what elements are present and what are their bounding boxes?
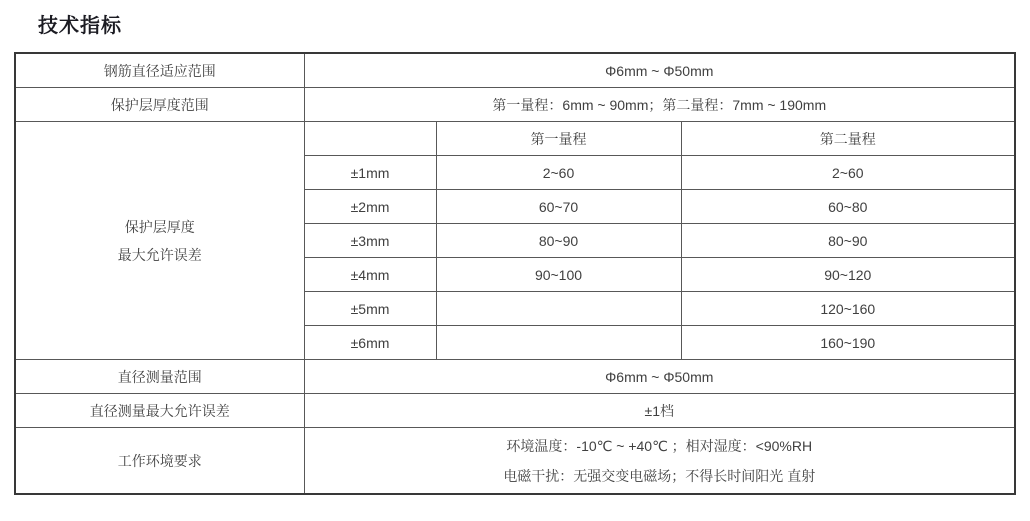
cover-thickness-range-value: 第一量程：6mm ~ 90mm；第二量程：7mm ~ 190mm — [304, 88, 1015, 122]
working-environment-line2: 电磁干扰：无强交变电磁场；不得长时间阳光 直射 — [503, 467, 816, 484]
tolerance-cell: ±4mm — [304, 258, 436, 292]
range1-cell — [436, 292, 681, 326]
cover-thickness-max-error-label-line1: 保护层厚度 — [124, 218, 195, 235]
range1-cell: 2~60 — [436, 156, 681, 190]
range2-cell: 160~190 — [681, 326, 1015, 360]
working-environment-line1: 环境温度：-10℃ ~ +40℃ ；相对湿度：<90%RH — [506, 437, 813, 454]
table-row-diameter-measure-max-error — [15, 394, 1015, 428]
tolerance-cell: ±1mm — [304, 156, 436, 190]
table-row-diameter-measure-range — [15, 360, 1015, 394]
page-title: 技术指标 — [38, 15, 122, 37]
range1-cell: 60~70 — [436, 190, 681, 224]
range2-cell: 2~60 — [681, 156, 1015, 190]
tolerance-header-empty-cell — [304, 122, 436, 156]
range2-cell: 90~120 — [681, 258, 1015, 292]
rebar-diameter-range-value: Φ6mm ~ Φ50mm — [304, 53, 1015, 88]
working-environment-value — [304, 428, 1015, 495]
cover-thickness-max-error-label — [15, 122, 304, 360]
diameter-measure-max-error-value: ±1档 — [304, 394, 1015, 428]
tolerance-cell: ±2mm — [304, 190, 436, 224]
range1-cell: 90~100 — [436, 258, 681, 292]
range2-column-header: 第二量程 — [681, 122, 1015, 156]
table-row-rebar-diameter-range — [15, 53, 1015, 88]
cover-thickness-range-label: 保护层厚度范围 — [15, 88, 304, 122]
diameter-measure-range-value: Φ6mm ~ Φ50mm — [304, 360, 1015, 394]
range1-column-header: 第一量程 — [436, 122, 681, 156]
cover-thickness-max-error-label-line2: 最大允许误差 — [117, 246, 202, 263]
tolerance-cell: ±3mm — [304, 224, 436, 258]
working-environment-label: 工作环境要求 — [15, 428, 304, 495]
range1-cell: 80~90 — [436, 224, 681, 258]
range2-cell: 80~90 — [681, 224, 1015, 258]
range2-cell: 120~160 — [681, 292, 1015, 326]
tolerance-cell: ±6mm — [304, 326, 436, 360]
tolerance-cell: ±5mm — [304, 292, 436, 326]
table-row-cover-thickness-range — [15, 88, 1015, 122]
table-row-error-header — [15, 122, 1015, 156]
specs-table — [14, 52, 1016, 495]
table-row-working-environment — [15, 428, 1015, 495]
rebar-diameter-range-label: 钢筋直径适应范围 — [15, 53, 304, 88]
range2-cell: 60~80 — [681, 190, 1015, 224]
range1-cell — [436, 326, 681, 360]
diameter-measure-max-error-label: 直径测量最大允许误差 — [15, 394, 304, 428]
diameter-measure-range-label: 直径测量范围 — [15, 360, 304, 394]
